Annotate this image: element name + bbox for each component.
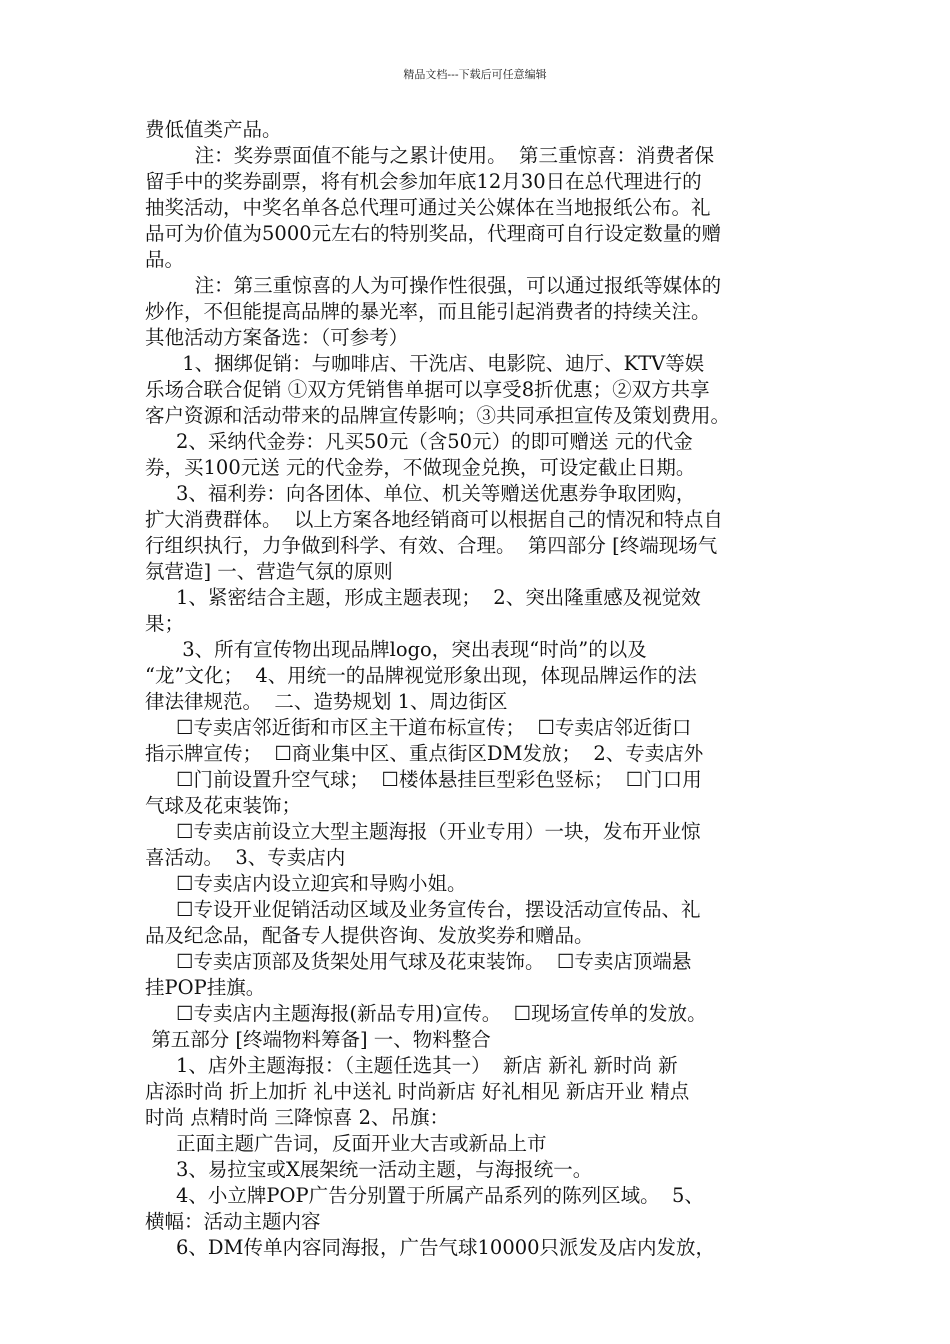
text-line: 客户资源和活动带来的品牌宣传影响；③共同承担宣传及策划费用。 <box>145 404 731 427</box>
text-line: 品及纪念品，配备专人提供咨询、发放奖券和赠品。 <box>145 924 594 947</box>
text-line: ☐专设开业促销活动区域及业务宣传台，摆设活动宣传品、礼 <box>145 898 701 921</box>
text-line: 留手中的奖券副票，将有机会参加年底12月30日在总代理进行的 <box>145 170 702 193</box>
text-line: 注：第三重惊喜的人为可操作性很强，可以通过报纸等媒体的 <box>145 274 722 297</box>
text-line: ☐专卖店内主题海报(新品专用)宣传。 ☐现场宣传单的发放。 <box>145 1002 707 1025</box>
text-line: 2、采纳代金券：凡买50元（含50元）的即可赠送 元的代金 <box>145 430 693 453</box>
text-line: 1、店外主题海报：（主题任选其一） 新店 新礼 新时尚 新 <box>145 1054 678 1077</box>
text-line: 行组织执行，力争做到科学、有效、合理。 第四部分 [终端现场气 <box>145 534 718 557</box>
text-line: 第五部分 [终端物料筹备] 一、物料整合 <box>145 1028 491 1051</box>
text-line: 挂POP挂旗。 <box>145 976 266 999</box>
text-line: 正面主题广告词，反面开业大吉或新品上市 <box>145 1132 547 1155</box>
text-line: 店添时尚 折上加折 礼中送礼 时尚新店 好礼相见 新店开业 精点 <box>145 1080 690 1103</box>
text-line: 气球及花束装饰； <box>145 794 302 817</box>
text-line: 品。 <box>145 248 185 271</box>
text-line: 指示牌宣传； ☐商业集中区、重点街区DM发放； 2、专卖店外 <box>145 742 704 765</box>
page-header: 精品文档---下载后可任意编辑 <box>403 68 547 81</box>
text-line: ☐专卖店内设立迎宾和导购小姐。 <box>145 872 467 895</box>
text-line: 氛营造] 一、营造气氛的原则 <box>145 560 393 583</box>
text-line: 3、福利券：向各团体、单位、机关等赠送优惠券争取团购， <box>145 482 696 505</box>
text-line: ☐专卖店顶部及货架处用气球及花束装饰。 ☐专卖店顶端悬 <box>145 950 692 973</box>
text-line: 扩大消费群体。 以上方案各地经销商可以根据自己的情况和特点自 <box>145 508 723 531</box>
text-line: ☐专卖店邻近街和市区主干道布标宣传； ☐专卖店邻近街口 <box>145 716 692 739</box>
text-line: 横幅：活动主题内容 <box>145 1210 321 1233</box>
text-line: 6、DM传单内容同海报，广告气球10000只派发及店内发放， <box>145 1236 716 1259</box>
text-line: 1、紧密结合主题，形成主题表现； 2、突出隆重感及视觉效 <box>145 586 701 609</box>
text-line: ☐门前设置升空气球； ☐楼体悬挂巨型彩色竖标； ☐门口用 <box>145 768 702 791</box>
text-line: 时尚 点精时尚 三降惊喜 2、吊旗： <box>145 1106 450 1129</box>
text-line: 4、小立牌POP广告分别置于所属产品系列的陈列区域。 5、 <box>145 1184 704 1207</box>
text-line: 券，买100元送 元的代金券，不做现金兑换，可设定截止日期。 <box>145 456 696 479</box>
text-line: 1、捆绑促销：与咖啡店、干洗店、电影院、迪厅、KTV等娱 <box>145 352 705 375</box>
document-body <box>145 117 810 1261</box>
text-line: 果； <box>145 612 185 635</box>
text-line: 喜活动。 3、专卖店内 <box>145 846 346 869</box>
text-line: “龙”文化； 4、用统一的品牌视觉形象出现，体现品牌运作的法 <box>145 664 697 687</box>
text-line: 3、所有宣传物出现品牌logo，突出表现“时尚”的以及 <box>145 638 647 661</box>
text-line: 注：奖券票面值不能与之累计使用。 第三重惊喜：消费者保 <box>145 144 714 167</box>
text-line: 乐场合联合促销 ①双方凭销售单据可以享受8折优惠；②双方共享 <box>145 378 710 401</box>
text-line: 律法律规范。 二、造势规划 1、周边街区 <box>145 690 508 713</box>
text-line: 炒作，不但能提高品牌的暴光率，而且能引起消费者的持续关注。 <box>145 300 711 323</box>
text-line: 品可为价值为5000元左右的特别奖品，代理商可自行设定数量的赠 <box>145 222 722 245</box>
text-line: 抽奖活动，中奖名单各总代理可通过关公媒体在当地报纸公布。礼 <box>145 196 711 219</box>
text-line: 其他活动方案备选：（可参考） <box>145 326 409 349</box>
text-line: 3、易拉宝或X展架统一活动主题，与海报统一。 <box>145 1158 593 1181</box>
text-line: 费低值类产品。 <box>145 118 282 141</box>
text-line: ☐专卖店前设立大型主题海报（开业专用）一块，发布开业惊 <box>145 820 701 843</box>
